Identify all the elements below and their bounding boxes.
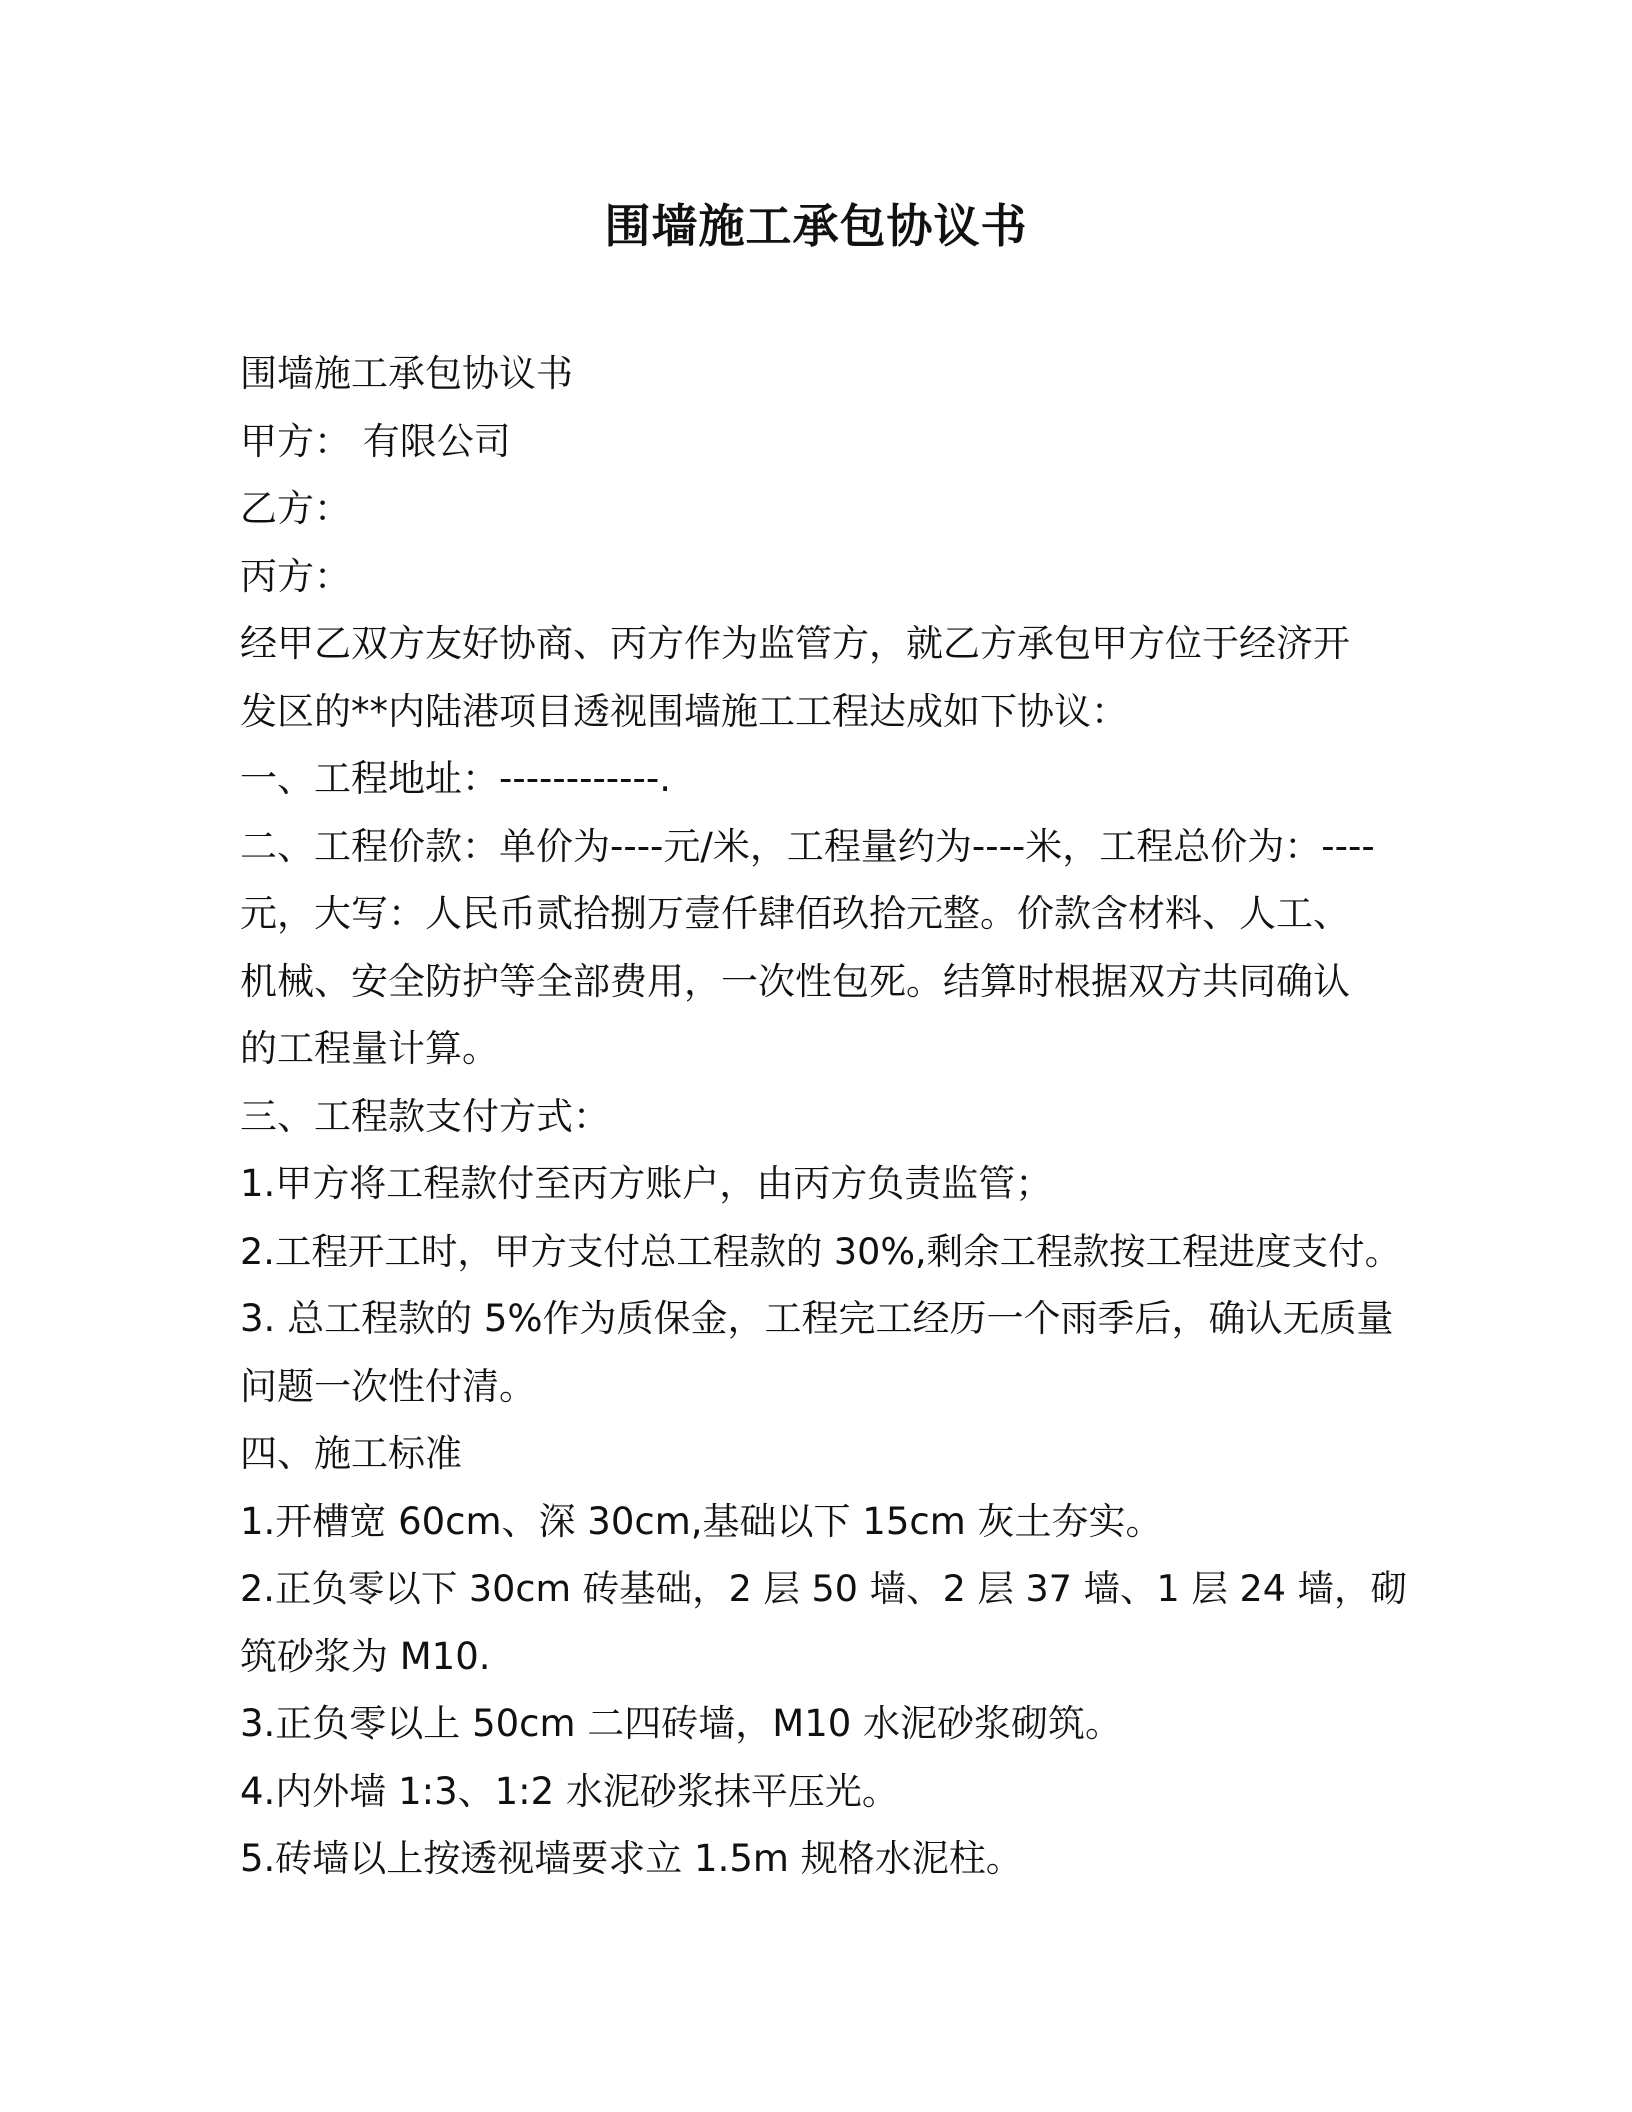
text-line-party-b: 乙方： xyxy=(240,487,351,530)
document-body xyxy=(240,340,1410,1893)
text-line-standard-1: 1.开槽宽 60cm、深 30cm,基础以下 15cm 灰土夯实。 xyxy=(240,1499,1163,1543)
text-line-standard-4: 4.内外墙 1:3、1:2 水泥砂浆抹平压光。 xyxy=(240,1769,899,1813)
text-line-preamble-2: 发区的**内陆港项目透视围墙施工工程达成如下协议： xyxy=(240,689,1128,733)
text-line-section-2: 二、工程价款：单价为----元/米，工程量约为----米，工程总价为：---- xyxy=(240,824,1375,868)
text-line-payment-2: 2.工程开工时，甲方支付总工程款的 30%,剩余工程款按工程进度支付。 xyxy=(240,1229,1402,1273)
text-line-party-c: 丙方： xyxy=(240,554,351,598)
document-title: 围墙施工承包协议书 xyxy=(604,199,1028,253)
text-line-section-2-cont-2: 机械、安全防护等全部费用，一次性包死。结算时根据双方共同确认 xyxy=(240,959,1350,1003)
text-line-standard-2: 2.正负零以下 30cm 砖基础，2 层 50 墙、2 层 37 墙、1 层 24 墙，砌 xyxy=(240,1567,1408,1610)
text-line-section-1: 一、工程地址：------------. xyxy=(240,757,671,800)
text-line-payment-1: 1.甲方将工程款付至丙方账户，由丙方负责监管； xyxy=(240,1162,1053,1205)
text-line-section-2-cont-3: 的工程量计算。 xyxy=(240,1027,499,1070)
text-line-payment-3-cont: 问题一次性付清。 xyxy=(240,1364,536,1408)
text-line-standard-3: 3.正负零以上 50cm 二四砖墙，M10 水泥砂浆砌筑。 xyxy=(240,1702,1123,1745)
text-line-standard-2-cont: 筑砂浆为 M10. xyxy=(240,1634,491,1678)
text-line-standard-5: 5.砖墙以上按透视墙要求立 1.5m 规格水泥柱。 xyxy=(240,1837,1023,1880)
text-line-section-2-cont-1: 元，大写：人民币贰拾捌万壹仟肆佰玖拾元整。价款含材料、人工、 xyxy=(240,892,1350,935)
text-line-section-3: 三、工程款支付方式： xyxy=(240,1094,610,1138)
text-line-preamble-1: 经甲乙双方友好协商、丙方作为监管方，就乙方承包甲方位于经济开 xyxy=(240,622,1350,665)
text-line-subtitle: 围墙施工承包协议书 xyxy=(240,352,573,395)
text-line-section-4: 四、施工标准 xyxy=(240,1432,462,1475)
text-line-party-a: 甲方： 有限公司 xyxy=(240,419,511,463)
text-line-payment-3: 3. 总工程款的 5%作为质保金，工程完工经历一个雨季后，确认无质量 xyxy=(240,1297,1394,1340)
